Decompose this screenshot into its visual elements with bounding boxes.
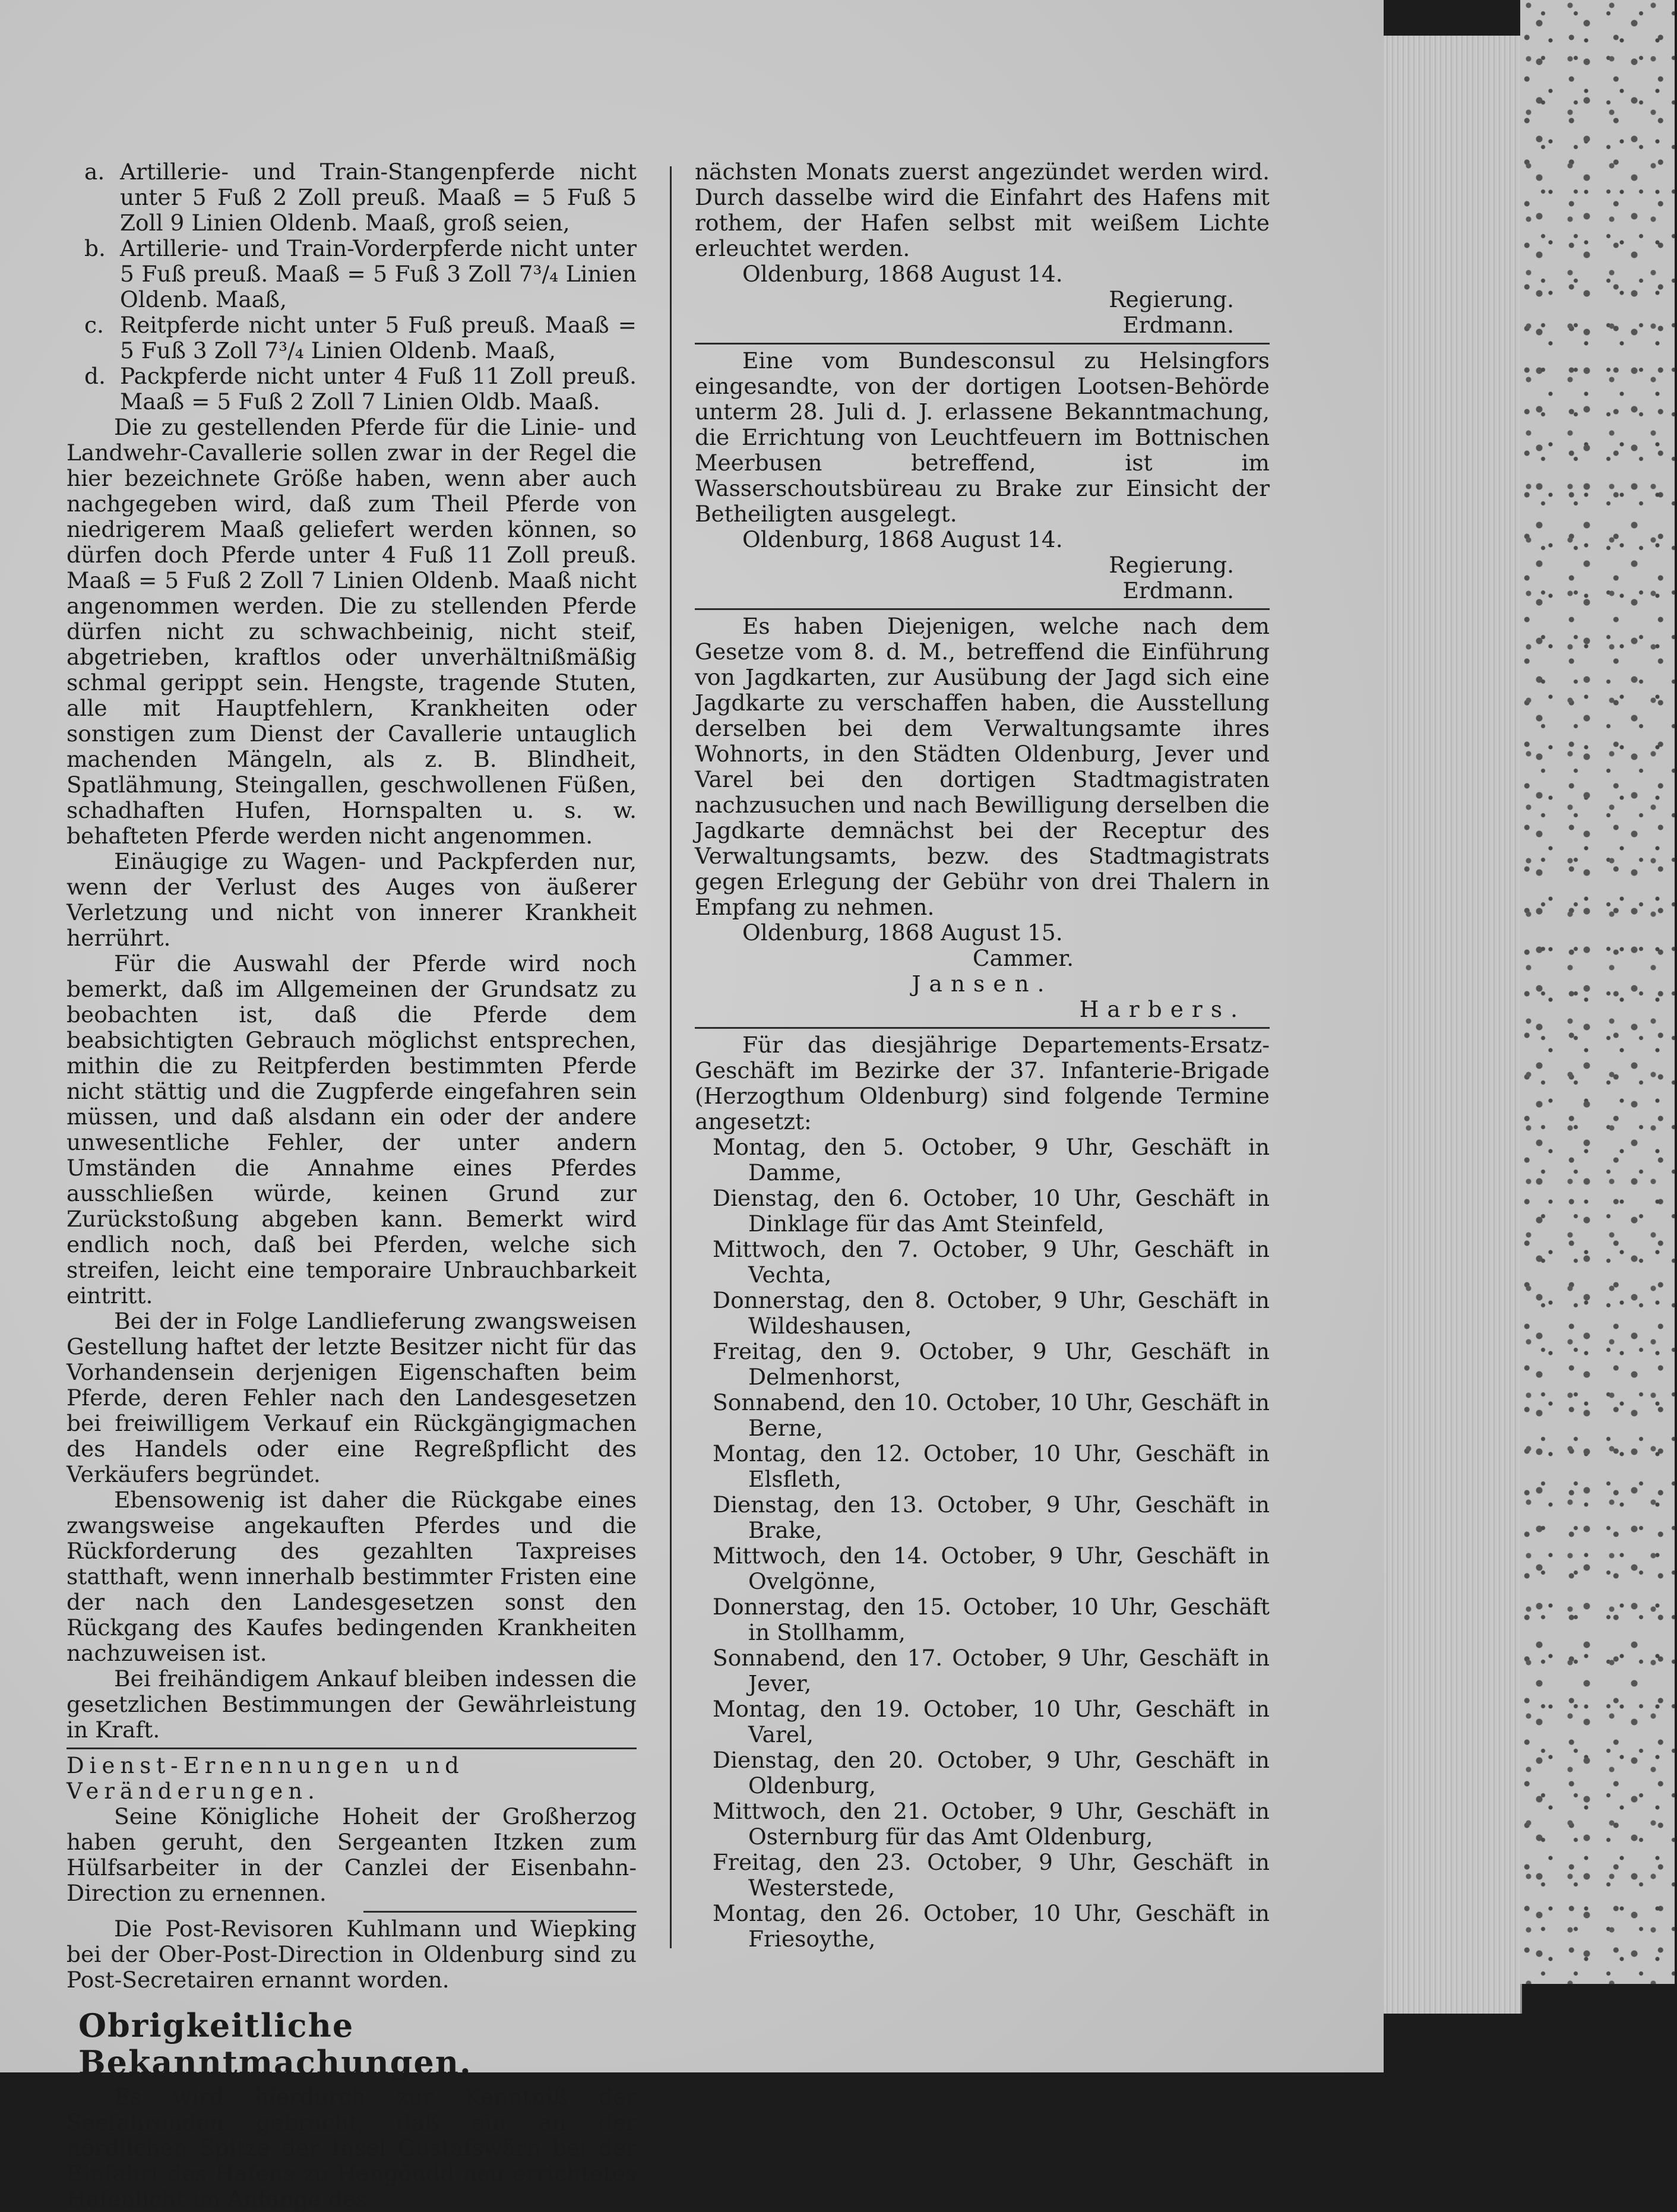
paragraph: Die Post-Revisoren Kuhlmann und Wiepking bei der Ober-Post-Direction in Oldenburg sind zu Post-Secretairen ernannt worden. — [67, 1916, 637, 1993]
schedule-entry: Freitag, den 9. October, 9 Uhr, Geschäft in Delmenhorst, — [713, 1338, 1270, 1390]
schedule-entry: Montag, den 5. October, 9 Uhr, Geschäft in Damme, — [713, 1134, 1270, 1186]
schedule-entry: Dienstag, den 13. October, 9 Uhr, Geschäft in Brake, — [713, 1491, 1270, 1543]
schedule-entry: Mittwoch, den 7. October, 9 Uhr, Geschäft in Vechta, — [713, 1236, 1270, 1288]
schedule-entry: Donnerstag, den 8. October, 9 Uhr, Geschäft in Wildeshausen, — [713, 1287, 1270, 1339]
paragraph: nächsten Monats zuerst angezündet werden wird. Durch dasselbe wird die Einfahrt des Hafens mit rothem, der Hafen selbst mit weißem Lichte erleuchtet werden. — [695, 159, 1270, 261]
signature-authority: Cammer. — [972, 945, 1074, 971]
list-item — [67, 236, 637, 312]
item-mark: b. — [84, 235, 106, 261]
right-column — [695, 159, 1270, 1952]
schedule-entry: Montag, den 26. October, 10 Uhr, Geschäft in Friesoythe, — [713, 1900, 1270, 1952]
schedule-entry: Mittwoch, den 21. October, 9 Uhr, Geschäft in Osternburg für das Amt Oldenburg, — [713, 1798, 1270, 1850]
section-heading: Obrigkeitliche Bekanntmachungen. — [78, 2006, 472, 2081]
item-text: Artillerie- und Train-Stangenpferde nicht unter 5 Fuß 2 Zoll preuß. Maaß = 5 Fuß 5 Zoll 9 Linien Oldenb. Maaß, groß seien, — [120, 159, 637, 236]
page-edges — [1384, 36, 1522, 2014]
paragraph: Für das diesjährige Departements-Ersatz-Geschäft im Bezirke der 37. Infanterie-Brigade (Herzogthum Oldenburg) sind folgende Termine angesetzt: — [695, 1032, 1270, 1135]
paragraph: Für die Auswahl der Pferde wird noch bemerkt, daß im Allgemeinen der Grundsatz zu beobachten ist, daß die Pferde dem beabsichtigten Gebrauch möglichst entsprechen, mithin die zu Reitpferden bestimmten Pferde nicht stättig und die Zugpferde eingefahren sein müssen, und daß alsdann ein oder der andere unwesentliche Fehler, der unter andern Umständen die Annahme eines Pferdes ausschließen würde, keinen Grund zur Zurückstoßung abgeben kann. Bemerkt wird endlich noch, daß bei Pferden, welche sich streifen, leicht eine temporaire Unbrauchbarkeit eintritt. — [67, 950, 637, 1309]
section-rule — [695, 343, 1270, 345]
paragraph: Seine Königliche Hoheit der Großherzog haben geruht, den Sergeanten Itzken zum Hülfsarbeiter in der Canzlei der Eisenbahn-Direction zu ernennen. — [67, 1803, 637, 1906]
schedule-entry: Dienstag, den 20. October, 9 Uhr, Geschäft in Oldenburg, — [713, 1747, 1270, 1799]
paragraph: Bei freihändigem Ankauf bleiben indessen die gesetzlichen Bestimmungen der Gewährleistung in Kraft. — [67, 1666, 637, 1743]
paragraph: Die zu gestellenden Pferde für die Linie- und Landwehr-Cavallerie sollen zwar in der Regel die hier bezeichnete Größe haben, wenn aber auch nachgegeben wird, daß zum Theil Pferde von niedrigerem Maaß geliefert werden können, so dürfen doch Pferde unter 4 Fuß 11 Zoll preuß. Maaß = 5 Fuß 2 Zoll 7 Linien Oldenb. Maaß nicht angenommen werden. Die zu stellenden Pferde dürfen nicht zu schwachbeinig, nicht steif, abgetrieben, kraftlos oder unverhältnißmäßig schmal gerippt sein. Hengste, tragende Stuten, alle mit Hauptfehlern, Krankheiten oder sonstigen zum Dienst der Cavallerie untauglich machenden Mängeln, als z. B. Blindheit, Spatlähmung, Steingallen, geschwollenen Füßen, schadhaften Hufen, Hornspalten u. s. w. behafteten Pferde werden nicht angenommen. — [67, 414, 637, 849]
item-text: Artillerie- und Train-Vorderpferde nicht unter 5 Fuß preuß. Maaß = 5 Fuß 3 Zoll 7³/₄ Linien Oldenb. Maaß, — [120, 235, 637, 312]
signature-name: Harbers. — [1079, 996, 1246, 1022]
schedule-entry: Mittwoch, den 14. October, 9 Uhr, Geschäft in Ovelgönne, — [713, 1543, 1270, 1594]
list-item — [67, 364, 637, 415]
schedule-entry: Freitag, den 23. October, 9 Uhr, Geschäft in Westerstede, — [713, 1849, 1270, 1901]
book-cover-board — [1520, 0, 1675, 1984]
date-line: Oldenburg, 1868 August 14. — [742, 526, 1063, 552]
section-rule — [695, 1027, 1270, 1029]
item-text: Reitpferde nicht unter 5 Fuß preuß. Maaß = 5 Fuß 3 Zoll 7³/₄ Linien Oldenb. Maaß, — [120, 312, 637, 364]
date-line: Oldenburg, 1868 August 15. — [742, 919, 1063, 946]
schedule-entry: Sonnabend, den 17. October, 9 Uhr, Geschäft in Jever, — [713, 1645, 1270, 1696]
signature-name: Erdmann. — [1122, 577, 1234, 603]
section-title: Dienst-Ernennungen und Veränderungen. — [67, 1753, 464, 1804]
short-rule — [363, 1911, 637, 1913]
schedule-entry: Montag, den 19. October, 10 Uhr, Geschäft in Varel, — [713, 1696, 1270, 1748]
schedule-entry: Dienstag, den 6. October, 10 Uhr, Geschäft in Dinklage für das Amt Steinfeld, — [713, 1185, 1270, 1237]
signature-name: Erdmann. — [1122, 312, 1234, 338]
item-mark: a. — [84, 159, 105, 185]
section-rule — [67, 1748, 637, 1749]
item-mark: c. — [84, 312, 104, 338]
paragraph: Einäugige zu Wagen- und Packpferden nur, wenn der Verlust des Auges von äußerer Verletzung und nicht von innerer Krankheit herrührt. — [67, 848, 637, 951]
date-line: Oldenburg, 1868 August 14. — [742, 261, 1063, 287]
column-divider — [670, 166, 672, 1948]
signature-authority: Regierung. — [1109, 286, 1234, 312]
item-text: Packpferde nicht unter 4 Fuß 11 Zoll preuß. Maaß = 5 Fuß 2 Zoll 7 Linien Oldb. Maaß. — [120, 363, 637, 415]
left-column — [67, 159, 637, 2212]
item-mark: d. — [84, 363, 106, 389]
schedule-entry: Montag, den 12. October, 10 Uhr, Geschäft in Elsfleth, — [713, 1440, 1270, 1492]
paragraph: Bei der in Folge Landlieferung zwangsweisen Gestellung haftet der letzte Besitzer nicht für das Vorhandensein derjenigen Eigenschaften beim Pferde, deren Fehler nach den Landesgesetzen bei freiwilligem Verkauf ein Rückgängigmachen des Handels oder eine Regreßpflicht des Verkäufers begründet. — [67, 1308, 637, 1487]
schedule-entry: Sonnabend, den 10. October, 10 Uhr, Geschäft in Berne, — [713, 1389, 1270, 1441]
list-item — [67, 159, 637, 236]
paragraph: Eine vom Bundesconsul zu Helsingfors eingesandte, von der dortigen Lootsen-Behörde unterm 28. Juli d. J. erlassene Bekanntmachung, die Errichtung von Leuchtfeuern im Bottnischen Meerbusen betreffend, ist im Wasserschoutsbüreau zu Brake zur Einsicht der Betheiligten ausgelegt. — [695, 347, 1270, 527]
signature-authority: Regierung. — [1109, 552, 1234, 578]
paragraph: Es haben Diejenigen, welche nach dem Gesetze vom 8. d. M., betreffend die Einführung von Jagdkarten, zur Ausübung der Jagd sich eine Jagdkarte zu verschaffen haben, die Ausstellung derselben bei dem Verwaltungsamte ihres Wohnorts, in den Städten Oldenburg, Jever und Varel bei den dortigen Stadtmagistraten nachzusuchen und nach Bewilligung derselben die Jagdkarte demnächst bei der Receptur des Verwaltungsamts, bezw. des Stadtmagistrats gegen Erlegung der Gebühr von drei Thalern in Empfang zu nehmen. — [695, 613, 1270, 920]
schedule-entry: Donnerstag, den 15. October, 10 Uhr, Geschäft in Stollhamm, — [713, 1594, 1270, 1645]
section-rule — [695, 608, 1270, 610]
paragraph: Ebensowenig ist daher die Rückgabe eines zwangsweise angekauften Pferdes und die Rückforderung des gezahlten Taxpreises statthaft, wenn innerhalb bestimmter Fristen eine der nach den Landesgesetzen sonst den Rückgang des Kaufes bedingenden Krankheiten nachzuweisen ist. — [67, 1487, 637, 1666]
list-item — [67, 312, 637, 364]
paragraph: Es wird hierdurch zur Kenntniß der Seefahrenden gebracht, daß ein an der nördlichen Spitze der Insel Gustafswärn bei der Einfahrt des Hafens zu Hangöudd neu errichtetes Hafenlicht im Anfange des — [67, 2084, 637, 2212]
signature-name: Jansen. — [912, 971, 1053, 997]
